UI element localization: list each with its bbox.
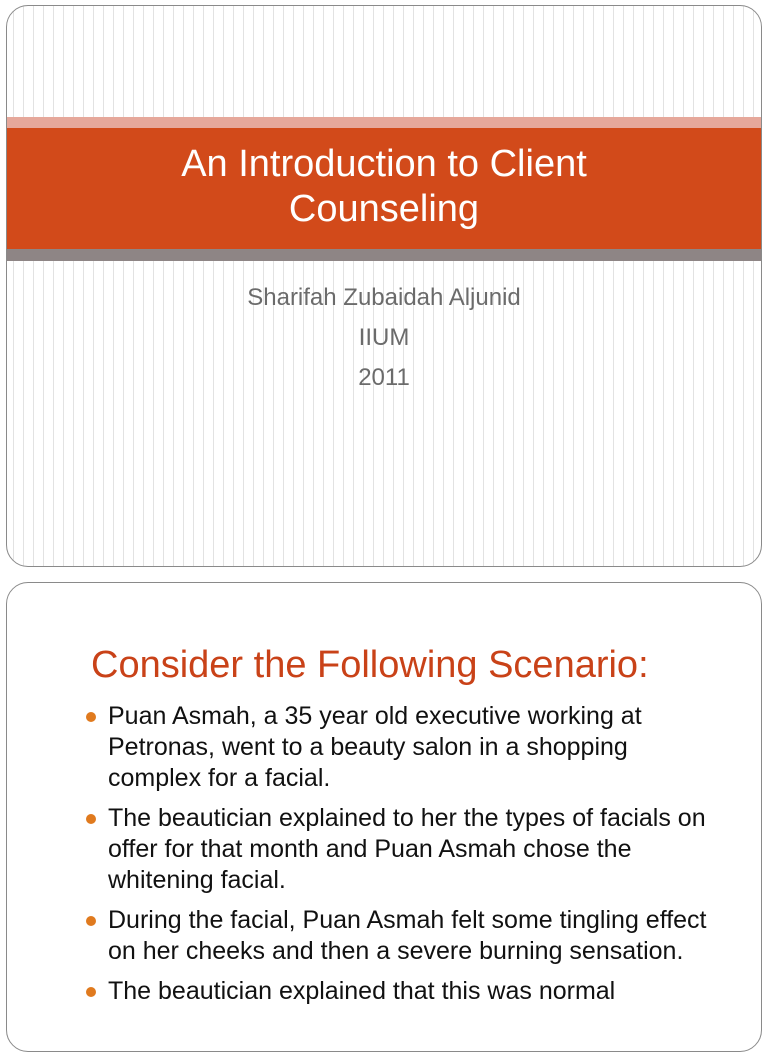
slide-title-line-1: An Introduction to Client [181,143,587,185]
author-name: Sharifah Zubaidah Aljunid [247,284,521,311]
slide-title [7,142,761,232]
bullet-icon [86,987,96,997]
bullet-text: The beautician explained that this was normal [108,977,616,1005]
slide-subtitle [7,278,761,398]
bullet-text: During the facial, Puan Asmah felt some tingling effect on her cheeks and then a severe burning sensation. [108,906,707,965]
bullet-text: Puan Asmah, a 35 year old executive working at Petronas, went to a beauty salon in a shopping complex for a facial. [108,702,642,792]
bullet-icon [86,814,96,824]
bullet-text: The beautician explained to her the types of facials on offer for that month and Puan Asmah chose the whitening facial. [108,804,706,894]
bullet-item [82,976,722,1007]
bullet-item [82,803,722,896]
institution: IIUM [358,324,410,351]
scenario-slide [6,582,762,1052]
title-band-top-stripe [7,117,761,128]
bullet-icon [86,916,96,926]
bullet-item [82,905,722,967]
bullet-item [82,701,722,794]
bullet-icon [86,712,96,722]
title-band-bottom-stripe [7,249,761,261]
slide-title-line-2: Counseling [288,188,480,230]
scenario-title: Consider the Following Scenario: [91,644,649,686]
title-slide [6,5,762,567]
bullet-list [82,701,722,1016]
year: 2011 [358,364,410,391]
